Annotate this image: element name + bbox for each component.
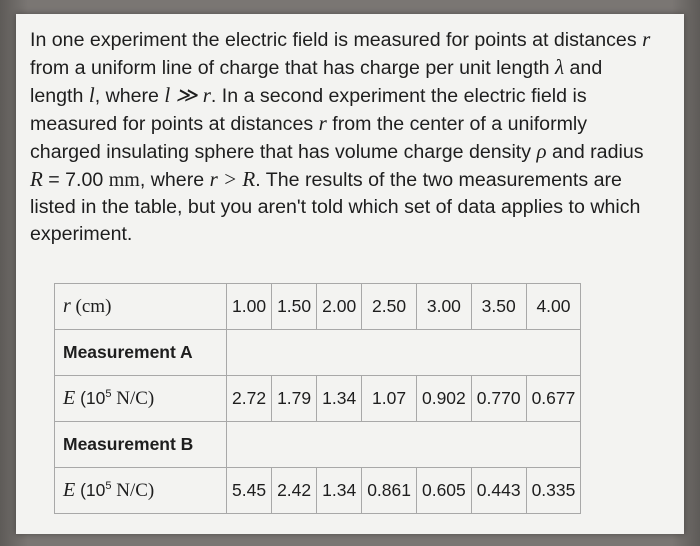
math-condition-l-much-greater-r: l ≫ r <box>164 83 211 107</box>
e-label-cell <box>55 376 227 422</box>
e-prefix: (10 <box>75 480 106 500</box>
r-value-cell: 1.50 <box>272 284 317 330</box>
text-segment: In one experiment the electric field is measured for points at distances <box>30 29 643 51</box>
text-segment: , where <box>94 85 165 107</box>
r-value-cell: 1.00 <box>227 284 272 330</box>
text-segment: from the center of a uniformly charged insulating sphere that has volume charge density <box>30 113 588 163</box>
e-unit: N/C) <box>111 480 155 501</box>
a-value-cell: 1.07 <box>362 376 417 422</box>
b-value-cell: 5.45 <box>227 468 272 514</box>
a-value-cell: 2.72 <box>227 376 272 422</box>
text-segment: . In a second experiment the electric field is measured for points at distances <box>30 85 587 135</box>
r-unit: (cm) <box>70 296 112 317</box>
e-exponent: 5 <box>105 388 112 401</box>
problem-paragraph <box>30 26 660 248</box>
text-segment: = 7.00 <box>42 169 109 191</box>
measurement-b-header-row <box>55 422 581 468</box>
measurement-a-row <box>55 376 581 422</box>
r-label-cell <box>55 284 227 330</box>
measurement-a-label: Measurement A <box>55 330 227 376</box>
e-label-cell <box>55 468 227 514</box>
math-lambda: λ <box>554 55 565 79</box>
empty-cell <box>227 330 581 376</box>
r-value-cell: 3.00 <box>416 284 471 330</box>
measurement-a-header-row <box>55 330 581 376</box>
r-row <box>55 284 581 330</box>
b-value-cell: 0.861 <box>362 468 417 514</box>
r-value-cell: 4.00 <box>526 284 581 330</box>
b-value-cell: 0.443 <box>471 468 526 514</box>
math-R: R <box>30 167 43 191</box>
a-value-cell: 1.34 <box>317 376 362 422</box>
text-segment: and length <box>30 57 603 107</box>
e-exponent: 5 <box>105 480 112 493</box>
r-value-cell: 2.00 <box>317 284 362 330</box>
text-segment: , where <box>139 169 210 191</box>
text-segment: and radius <box>546 141 644 163</box>
r-value-cell: 3.50 <box>471 284 526 330</box>
b-value-cell: 0.335 <box>526 468 581 514</box>
math-rho: ρ <box>536 139 547 163</box>
e-unit: N/C) <box>111 388 155 409</box>
e-var: E <box>63 387 76 409</box>
r-var: r <box>63 295 71 317</box>
empty-cell <box>227 422 581 468</box>
a-value-cell: 0.677 <box>526 376 581 422</box>
a-value-cell: 0.902 <box>416 376 471 422</box>
r-value-cell: 2.50 <box>362 284 417 330</box>
measurement-b-label: Measurement B <box>55 422 227 468</box>
math-r: r <box>318 111 327 135</box>
measurement-b-row <box>55 468 581 514</box>
text-segment: . The results of the two measurements are listed in the table, but you aren't told which set of data applies to which experiment. <box>30 169 641 245</box>
b-value-cell: 1.34 <box>317 468 362 514</box>
math-condition-r-greater-R: r > R <box>209 167 256 191</box>
a-value-cell: 0.770 <box>471 376 526 422</box>
e-prefix: (10 <box>75 388 106 408</box>
b-value-cell: 2.42 <box>272 468 317 514</box>
b-value-cell: 0.605 <box>416 468 471 514</box>
problem-text <box>30 26 660 248</box>
a-value-cell: 1.79 <box>272 376 317 422</box>
text-segment: from a uniform line of charge that has charge per unit length <box>30 57 555 79</box>
math-l: l <box>88 83 95 107</box>
data-table <box>54 283 581 514</box>
math-unit-mm: mm <box>108 169 140 191</box>
e-var: E <box>63 479 76 501</box>
math-r: r <box>642 27 651 51</box>
